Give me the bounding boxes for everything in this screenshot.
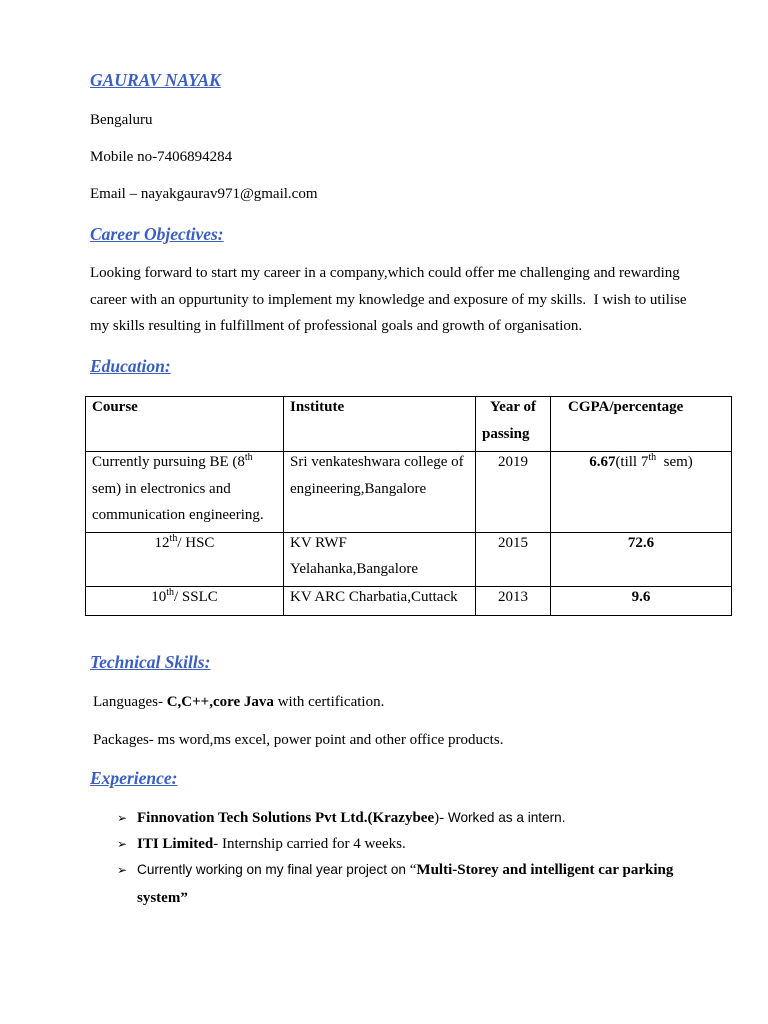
year-cell (476, 586, 551, 615)
course-text: communication engineering. (92, 507, 264, 523)
course-cell (86, 586, 284, 615)
table-row (86, 532, 732, 586)
table-row (86, 452, 732, 533)
project-title: system” (137, 890, 188, 906)
table-row (86, 586, 732, 615)
superscript: th (244, 452, 253, 463)
education-heading: Education: (90, 356, 171, 376)
paragraph-line: Looking forward to start my career in a company,which could offer me challenging and rewarding (90, 265, 680, 281)
column-header-score (551, 397, 732, 452)
experience-item (117, 805, 566, 831)
languages-label: Languages- (93, 694, 167, 710)
location: Bengaluru (90, 112, 153, 128)
column-header-label: passing (482, 425, 530, 442)
packages-line: Packages- ms word,ms excel, power point and other office products. (93, 732, 504, 748)
project-title: Multi-Storey and intelligent car parking (416, 862, 674, 878)
score-value: 72.6 (627, 534, 655, 551)
column-header-label: Institute (290, 399, 345, 415)
languages-list: C,C++,core Java (166, 694, 274, 710)
column-header-label: Course (92, 399, 138, 415)
course-text: 10 (151, 588, 167, 605)
column-header-label: CGPA/percentage (568, 399, 684, 415)
institute-cell (284, 532, 476, 586)
experience-heading: Experience: (90, 768, 178, 788)
experience-item-continuation (137, 885, 188, 911)
institute-text: KV RWF (290, 534, 347, 551)
institute-text: engineering,Bangalore (290, 480, 427, 497)
year-text: 2013 (498, 588, 528, 605)
course-text: / HSC (177, 534, 215, 551)
arrow-bullet-icon: ➢ (117, 811, 128, 825)
quote-mark: “ (409, 862, 417, 878)
score-note: (till 7 (615, 454, 649, 470)
column-header-course (86, 397, 284, 452)
experience-company: ITI Limited (137, 836, 214, 852)
mobile-number: Mobile no-7406894284 (90, 149, 233, 165)
experience-description: - Internship carried for 4 weeks. (213, 836, 406, 852)
email-address: Email – nayakgaurav971@gmail.com (90, 186, 318, 202)
course-cell (86, 532, 284, 586)
course-text: / SSLC (174, 588, 218, 605)
score-cell (551, 452, 732, 533)
superscript: th (169, 532, 178, 544)
arrow-bullet-icon: ➢ (117, 863, 128, 877)
score-cell (551, 586, 732, 615)
course-text: 12 (154, 534, 170, 551)
career-objectives-heading: Career Objectives: (90, 224, 224, 244)
experience-item (117, 857, 673, 883)
year-text: 2015 (498, 534, 528, 551)
languages-note: with certification. (273, 694, 385, 710)
candidate-name: GAURAV NAYAK (90, 70, 221, 90)
paragraph-line: my skills resulting in fulfillment of professional goals and growth of organisation. (90, 318, 583, 334)
column-header-institute (284, 397, 476, 452)
career-objectives-paragraph (90, 260, 687, 340)
superscript: th (648, 452, 657, 463)
course-text: sem) in electronics and (92, 480, 231, 497)
institute-text: Yelahanka,Bangalore (290, 561, 419, 577)
experience-description: Currently working on my final year project on (137, 862, 410, 877)
course-cell (86, 452, 284, 533)
year-cell (476, 532, 551, 586)
course-text: Currently pursuing BE (8 (92, 454, 245, 470)
institute-cell (284, 586, 476, 615)
experience-separator: )- (434, 810, 448, 826)
year-cell (476, 452, 551, 533)
year-text: 2019 (498, 454, 528, 470)
superscript: th (166, 586, 174, 598)
table-header-row (86, 397, 732, 452)
score-value: 9.6 (631, 588, 651, 605)
experience-item (117, 831, 406, 857)
experience-company: Finnovation Tech Solutions Pvt Ltd.(Krazybee (137, 810, 435, 826)
paragraph-line: career with an oppurtunity to implement my knowledge and exposure of my skills. I wish to utilise (90, 291, 687, 308)
column-header-year (476, 397, 551, 452)
technical-skills-heading: Technical Skills: (90, 652, 211, 672)
column-header-label: Year of (490, 399, 536, 415)
institute-cell (284, 452, 476, 533)
arrow-bullet-icon: ➢ (117, 837, 128, 851)
score-value: 6.67 (589, 454, 616, 470)
experience-description: Worked as a intern. (447, 810, 566, 825)
languages-line (93, 689, 384, 715)
education-table (85, 396, 732, 616)
institute-text: KV ARC Charbatia,Cuttack (290, 588, 458, 605)
score-note: sem) (656, 454, 693, 470)
score-cell (551, 532, 732, 586)
institute-text: Sri venkateshwara college of (290, 454, 464, 470)
